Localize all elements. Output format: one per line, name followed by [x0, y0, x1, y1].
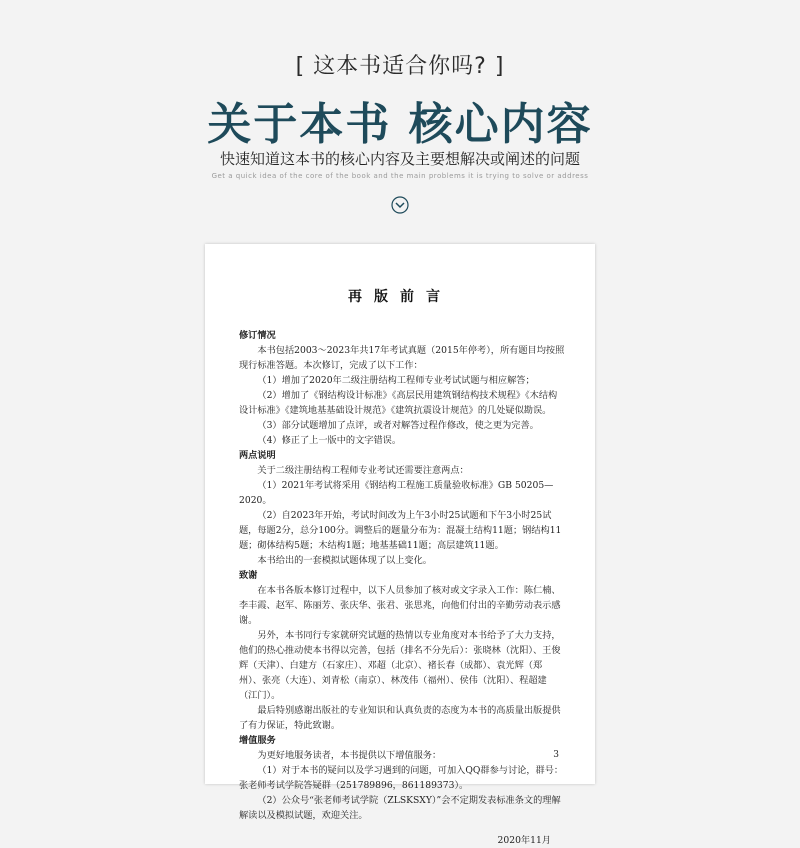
chevron-down-icon	[391, 196, 409, 214]
subtitle-english: Get a quick idea of the core of the book and the main problems it is trying to solve or address	[211, 172, 589, 180]
section-heading-revision: 修订情况	[239, 330, 276, 341]
question-heading: [ 这本书适合你吗? ]	[295, 54, 505, 79]
subtitle: 快速知道这本书的核心内容及主要想解决或阐述的问题	[219, 150, 580, 168]
paragraph: （1）增加了2020年二级注册结构工程师专业考试试题与相应解答；	[257, 375, 535, 386]
page-title: 再版前言	[348, 289, 452, 305]
section-heading-service: 增值服务	[239, 735, 276, 746]
paragraph: 本书给出的一套模拟试题体现了以上变化。	[257, 555, 432, 566]
paragraph: 另外，本书同行专家就研究试题的热情以专业角度对本书给予了大力支持，他们的热心推动使本书得以完善，包括（排名不分先后）：张晓林（沈阳）、王俊辉（天津）、白建方（石家庄）、邓超（北京）、褚长春（成都）、袁光辉（郑州）、张亮（大连）、刘青松（南京）、林茂伟（福州）、侯伟（沈阳）、程超建（江门）。	[239, 630, 561, 701]
paragraph: 在本书各版本修订过程中，以下人员参加了核对或文字录入工作：陈仁楠、李丰霞、赵军、陈丽芳、张庆华、张君、张思兆，向他们付出的辛勤劳动表示感谢。	[239, 585, 561, 626]
paragraph: 为更好地服务读者，本书提供以下增值服务：	[257, 750, 442, 761]
paragraph: （1）2021年考试将采用《钢结构工程施工质量验收标准》GB 50205—2020。	[239, 480, 554, 506]
section-heading-thanks: 致谢	[239, 570, 258, 581]
paragraph: （2）公众号“张老师考试学院（ZLSKSXY）”会不定期发表标准条文的理解解读以及模拟试题，欢迎关注。	[239, 795, 561, 821]
paragraph: （2）增加了《钢结构设计标准》《高层民用建筑钢结构技术规程》《木结构设计标准》《建筑地基基础设计规范》《建筑抗震设计规范》的几处疑似勘误。	[239, 390, 558, 416]
preface-content	[239, 328, 565, 848]
paragraph: （2）自2023年开始，考试时间改为上午3小时25试题和下午3小时25试题，每题2分，总分100分。调整后的题量分布为：混凝土结构11题；钢结构11题；砌体结构5题；木结构1题；地基基础11题；高层建筑11题。	[239, 510, 562, 551]
paragraph: （4）修正了上一版中的文字错误。	[257, 435, 402, 446]
date-signature: 2020年11月	[497, 835, 551, 846]
section-heading-notes: 两点说明	[239, 450, 276, 461]
paragraph: 关于二级注册结构工程师专业考试还需要注意两点：	[257, 465, 469, 476]
page-number: 3	[553, 750, 559, 760]
paragraph: 最后特别感谢出版社的专业知识和认真负责的态度为本书的高质量出版提供了有力保证，特此致谢。	[239, 705, 561, 731]
main-title: 关于本书 核心内容	[207, 99, 593, 150]
paragraph: （3）部分试题增加了点评，或者对解答过程作修改，使之更为完善。	[257, 420, 539, 431]
paragraph: 本书包括2003～2023年共17年考试真题（2015年停考），所有题目均按照现行标准答题。本次修订，完成了以下工作：	[239, 345, 565, 371]
header	[0, 0, 800, 240]
book-page	[205, 244, 595, 846]
paragraph: （1）对于本书的疑问以及学习遇到的问题，可加入QQ群参与讨论，群号：张老师考试学院答疑群（251789896，861189373）。	[239, 765, 564, 791]
